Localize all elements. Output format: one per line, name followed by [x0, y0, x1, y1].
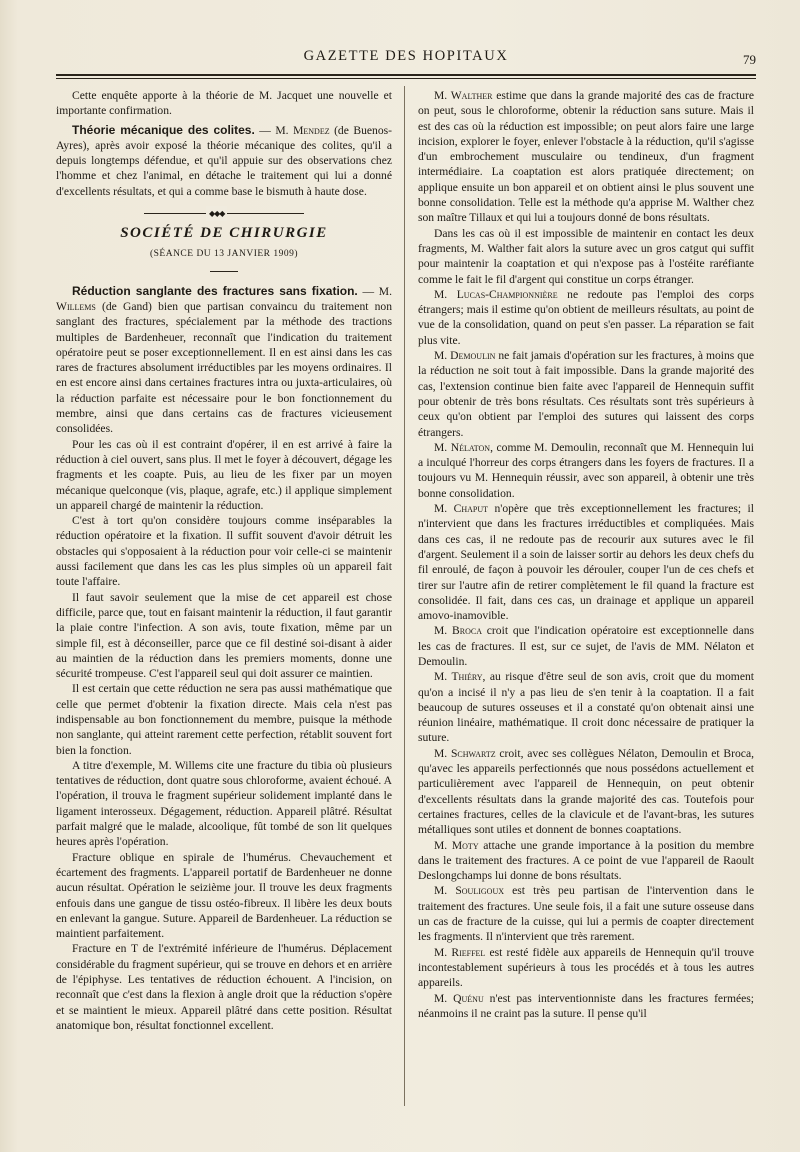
- paragraph-nelaton: [418, 440, 754, 501]
- author-name: M. Broca: [434, 624, 482, 638]
- paragraph-text: croit que l'indication opératoire est exceptionnelle dans les cas de fractures. Il est, sur ce sujet, de l'avis de MM. Nélaton et Demoulin.: [418, 624, 754, 668]
- paragraph-text: ne redoute pas l'emploi des corps étrangers; mais il estime qu'on obtient de meilleurs résultats, au point de vue de la consolidation, quand on peut s'en passer. La réparation se fait plus vite.: [418, 287, 754, 347]
- author-name: M. Rieffel: [434, 945, 486, 959]
- paragraph: Dans les cas où il est impossible de maintenir en contact les deux fragments, M. Walther fait alors la suture avec un gros catgut qui suffit pour maintenir la coaptation et qui n'expose pas à l'ostéite raréfiante comme le fait le fil d'argent qui constitue un corps étranger.: [418, 226, 754, 286]
- paragraph-chaput: [418, 501, 754, 623]
- author-name: M. Thiéry: [434, 670, 483, 684]
- article-heading: Théorie mécanique des colites.: [72, 122, 255, 137]
- page-header: [56, 44, 756, 74]
- section-title: SOCIÉTÉ DE CHIRURGIE: [120, 225, 328, 242]
- paragraph-colites: [56, 123, 392, 199]
- paragraph-text: (de Buenos-Ayres), après avoir exposé la théorie mécanique des colites, qu'il a depuis longtemps défendue, et qu'il appuie sur des observations chez l'homme et chez l'animal, en détache le traitement qui lui a donné d'excellents résultats, et qui a comme base le bismuth à haute dose.: [56, 123, 393, 198]
- dash: — M.: [357, 284, 392, 298]
- paragraph-text: (de Gand) bien que partisan convaincu du traitement non sanglant des fractures, spécialement par la méthode des tractions multiples de Bardenheuer, reconnaît que l'indication du traitement opératoire peut se poser exceptionnellement. Il en est ainsi dans les cas rares de fractures absolument irréductibles par les moyens ordinaires. Il en est encore ainsi dans certaines fractures intra ou juxta-articulaires, où la réduction parfaite est nécessaire pour le bon fonctionnement du membre, ainsi que dans certains cas de fractures vicieusement consolidées.: [56, 299, 392, 436]
- paragraph-quenu: [418, 991, 754, 1022]
- paragraph: Fracture en T de l'extrémité inférieure de l'humérus. Déplacement considérable du fragment supérieur, qui se trouve en dehors et en arrière de l'épiphyse. Les tentatives de réduction échouent. A l'incision, on reconnaît que c'est dans la flexion à angle droit que la réduction s'opère et se maintient le mieux. Appareil plâtré dans cette position. Résultat anatomique bon, résultat fonctionnel excellent.: [56, 942, 392, 1032]
- paragraph-text: n'opère que très exceptionnellement les fractures; il n'intervient que dans les fractures irréductibles et compliquées. Mais dans ces cas, il ne redoute pas de recourir aux sutures avec le fil d'argent. Seulement il a soin de laisser sortir au dehors les deux chefs du fil enroulé, de façon à pouvoir les dérouler, couper l'un de ces chefs et tirer sur l'autre afin de retirer complètement le fil quand la fracture est consolidée. Il fait, dans ces cas, un drainage et applique un appareil amovo-inamovible.: [418, 502, 754, 623]
- paragraph-text: n'est pas interventionniste dans les fractures fermées; néanmoins il ne craint pas la suture. Il pense qu'il: [418, 991, 754, 1020]
- paragraph-text: ne fait jamais d'opération sur les fractures, à moins que la réduction ne soit tout à fait impossible. Dans la grande majorité des cas, l'extension continue bien faite avec l'appareil de Hennequin suffit pour obtenir de très bons résultats. Ces résultats sont très supérieurs à ceux qu'on obtient par l'emploi des sutures qui laissent des corps étrangers.: [418, 349, 754, 439]
- paragraph-lucas: [418, 287, 754, 348]
- paragraph: Fracture oblique en spirale de l'humérus. Chevauchement et écartement des fragments. L'appareil portatif de Bardenheuer ne donne aucun résultat. Opération le seizième jour. Il trouve les deux fragments enfouis dans une gangue de tissu ostéo-fibreux. Il libère les deux bouts en enlevant la gangue. Suture. Appareil de Bardenheuer. La réduction se maintient parfaitement.: [56, 850, 392, 941]
- paragraph-text: estime que dans la grande majorité des cas de fracture on peut, sous le chloroforme, obtenir la réduction sans suture. Mais il est des cas où la réduction est impossible; on peut alors faire une large incision, explorer le foyer, enlever l'obstacle à la réduction, qu'il s'agisse d'un embrochement musculaire ou tendineux, d'un fragment intermédiaire. La coaptation est alors pratiquée directement; on applique ensuite un bon appareil et on obtient ainsi le plus souvent une bonne consolidation. Telle est la méthode qu'a apprise M. Walther chez son maître Tillaux et qui lui a toujours donné de bons résultats.: [418, 89, 755, 225]
- author-name: M. Souligoux: [434, 884, 504, 898]
- paragraph-text: est resté fidèle aux appareils de Hennequin qu'il trouve incontestablement supérieurs à tous les procédés et à tous les autres appareils.: [418, 945, 755, 990]
- author-name: M. Chaput: [434, 502, 489, 516]
- author-name: Mendez: [293, 123, 330, 137]
- dash: — M.: [254, 123, 294, 137]
- paragraph-reduction: [56, 284, 392, 437]
- author-name: M. Lucas-Championnière: [434, 287, 558, 301]
- paragraph: Il est certain que cette réduction ne sera pas aussi mathématique que celle que permet d'obtenir la fixation directe. Mais cela n'est pas indispensable au bon fonctionnement du membre, puisque la méthode non sanglante, qui atteint rarement cette perfection, rétablit souvent fort bien la fonction.: [56, 682, 392, 757]
- author-name: M. Schwartz: [434, 746, 496, 760]
- paragraph: A titre d'exemple, M. Willems cite une fracture du tibia où plusieurs tentatives de réduction, dont quatre sous chloroforme, avaient échoué. A l'opération, il trouva le fragment supérieur solidement implanté dans le ligament interosseux. Dégagement, réduction. Appareil plâtré. Résultat parfait malgré que le malade, alcoolique, fût tombé de son lit quelques heures après l'opération.: [56, 758, 392, 849]
- paragraph-text: , au risque d'être seul de son avis, croit que du moment qu'on a incisé il n'y a pas lieu de s'en tenir à la coaptation. Il a fait beaucoup de sutures osseuses et il a constaté qu'on obtenait ainsi une réunion linéaire, mathématique. Il croit donc nécessaire de pratiquer la suture.: [418, 670, 754, 745]
- column-divider: [404, 86, 405, 1106]
- page-number: 79: [743, 52, 756, 67]
- header-rule-thin: [56, 78, 756, 79]
- paragraph: Pour les cas où il est contraint d'opérer, il en est arrivé à faire la réduction à ciel ouvert, sans plus. Il met le foyer à découvert, dégage les fragments et les coapte. Puis, au lieu de les fixer par un moyen mécanique quelconque (vis, plaque, agrafe, etc.) il applique simplement un appareil chargé de maintenir la réduction.: [56, 437, 392, 512]
- author-name: Willems: [56, 299, 96, 313]
- paragraph-broca: [418, 623, 754, 669]
- paragraph-text: attache une grande importance à la position du membre dans le traitement des fractures. A ce point de vue l'appareil de Raoult Deslongchamps lui donne de bons résultats.: [418, 838, 754, 883]
- author-name: M. Moty: [434, 838, 479, 852]
- paragraph-schwartz: [418, 746, 754, 838]
- left-column: [56, 88, 392, 1033]
- short-rule: [210, 271, 238, 272]
- author-name: M. Nélaton: [434, 440, 491, 454]
- author-name: M. Quénu: [434, 991, 484, 1005]
- paragraph: Cette enquête apporte à la théorie de M. Jacquet une nouvelle et importante confirmation.: [56, 89, 392, 118]
- paragraph-walther: [418, 88, 754, 226]
- author-name: M. Walther: [434, 89, 493, 102]
- author-name: M. Demoulin: [434, 349, 496, 363]
- header-rule-thick: [56, 74, 756, 76]
- right-column: [418, 88, 754, 1021]
- paragraph: Il faut savoir seulement que la mise de cet appareil est chose difficile, parce que, tout en faisant maintenir la réduction, il faut garantir la plaie contre l'infection. A son avis, toute fixation, même par un simple fil, est à déconseiller, parce que ce fil destiné soi-disant à aider au maintien de la réduction dans les premiers moments, donne une sécurité trompeuse. C'est l'appareil seul qui doit assurer ce maintien.: [56, 590, 392, 681]
- paragraph-text: croit, avec ses collègues Nélaton, Demoulin et Broca, qu'avec les appareils perfectionnés que nous possédons actuellement et particulièrement avec l'appareil de Hennequin, on peut obtenir d'excellents résultats dans la grande majorité des cas. Toutefois pour certaines fractures, celles de la clavicule et de l'avant-bras, les sutures métalliques sont utiles et donnent de bonnes coaptations.: [418, 746, 754, 837]
- session-date: (SÉANCE DU 13 JANVIER 1909): [149, 249, 299, 260]
- paragraph: C'est à tort qu'on considère toujours comme inséparables la réduction opératoire et la fixation. Il suffit souvent d'avoir détruit les obstacles qui s'opposaient à la réduction pour voir celle-ci se maintenir aussi facilement que dans les cas les plus simples où un appareil fait toute l'affaire.: [56, 514, 392, 589]
- paragraph-text: est très peu partisan de l'intervention dans le traitement des fractures. Une seule fois, il a fait une suture osseuse dans un cas de fracture de la cuisse, qui lui a permis de coapter directement les fragments. Il n'intervient que très rarement.: [418, 884, 754, 944]
- paragraph-text: , comme M. Demoulin, reconnaît que M. Hennequin lui a inculqué l'horreur des corps étrangers dans les foyers de fractures. Il a toujours vu M. Hennequin réussir, avec son appareil, à obtenir une très bonne consolidation.: [418, 440, 754, 500]
- journal-title: GAZETTE DES HOPITAUX: [303, 48, 509, 64]
- paragraph-demoulin: [418, 348, 754, 440]
- paragraph-moty: [418, 838, 754, 884]
- paragraph-thiery: [418, 669, 754, 745]
- paragraph-rieffel: [418, 945, 754, 991]
- paragraph-souligoux: [418, 883, 754, 944]
- ornament-divider: [144, 213, 304, 214]
- article-heading: Réduction sanglante des fractures sans fixation.: [72, 283, 358, 298]
